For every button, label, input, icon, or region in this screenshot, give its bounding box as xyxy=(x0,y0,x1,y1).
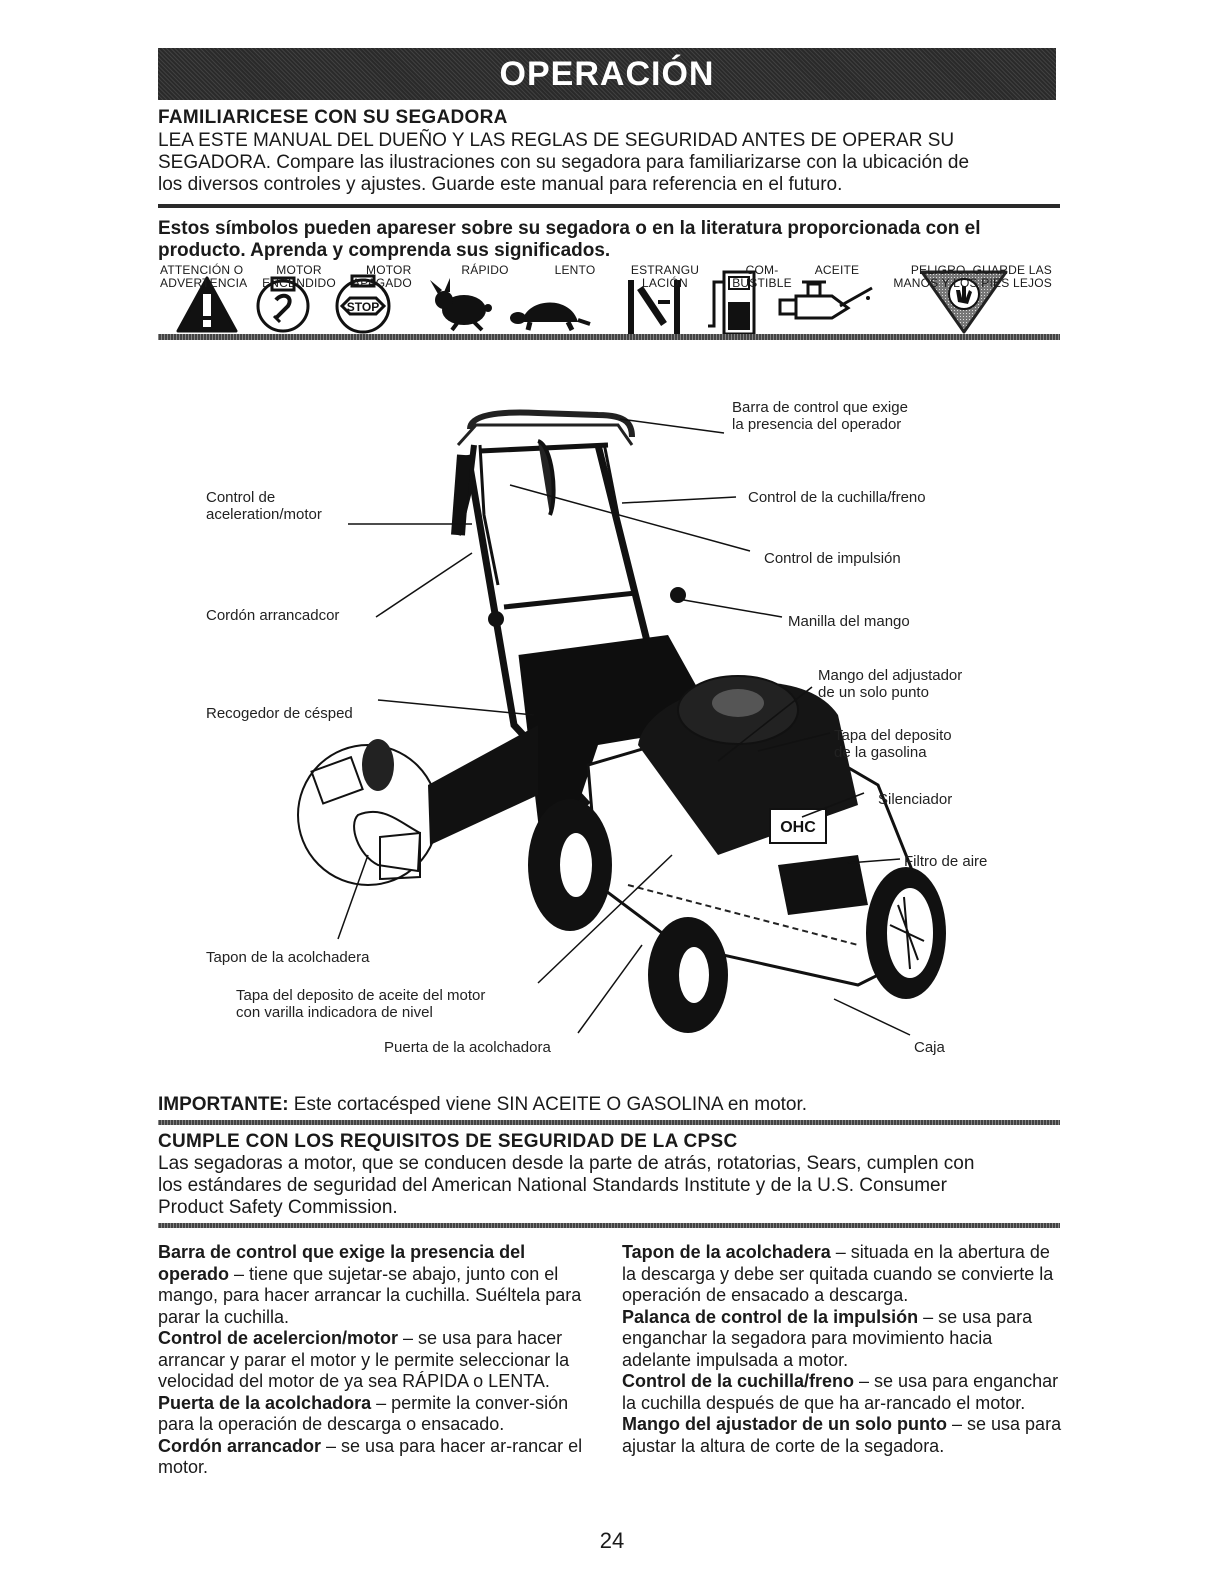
stop-text: STOP xyxy=(346,300,380,314)
callout-starter-cord: Cordón arrancadcor xyxy=(206,607,340,624)
symbol-label-fuel: COM- BUSTIBLE xyxy=(732,263,792,290)
familiarize-heading: FAMILIARICESE CON SU SEGADORA xyxy=(158,107,508,128)
cpsc-line-2: los estándares de seguridad del American National Standards Institute y de la U.S. Consumer xyxy=(158,1175,947,1196)
symbol-label-hand-danger: PELIGRO, GUARDE LAS MANOS Y LOS PIES LEJOS xyxy=(893,263,1052,290)
callout-mulch-plug: Tapon de la acolchadera xyxy=(206,949,370,966)
divider-rule-hatched xyxy=(158,1120,1060,1125)
symbol-label-slow: LENTO xyxy=(554,263,596,277)
definition-operator-bar: Barra de control que exige la presencia del operado – tiene que sujetar-se abajo, junto con el mango, para hacer arrancar la cuchilla. Suéltela para parar la cuchilla. xyxy=(158,1242,582,1327)
symbol-label-engine-stop: MOTOR APAGADO xyxy=(352,263,412,290)
callout-grass-bag: Recogedor de césped xyxy=(206,705,353,722)
callout-oil-cap: Tapa del deposito de aceite del motor con varilla indicadora de nivel xyxy=(236,987,486,1021)
callout-blade-brake: Control de la cuchilla/freno xyxy=(748,489,926,506)
definition-mulch-plug: Tapon de la acolchadera – situada en la abertura de la descarga y debe ser quitada cuando se convierte la operación de ensacado a descarga. xyxy=(622,1242,1054,1305)
callout-muffler: Silenciador xyxy=(878,791,953,808)
familiarize-line-2: SEGADORA. Compare las ilustraciones con su segadora para familiarizarse con la ubicación de xyxy=(158,152,970,173)
symbols-intro-line-1: Estos símbolos pueden apareser sobre su segadora o en la literatura proporcionada con el xyxy=(158,218,981,239)
divider-rule xyxy=(158,204,1060,208)
definitions-right-column xyxy=(622,1242,1062,1457)
divider-rule-hatched xyxy=(158,1223,1060,1228)
definition-drive-lever: Palanca de control de la impulsión – se usa para enganchar la segadora para movimiento hacia adelante impulsada a motor. xyxy=(622,1306,1033,1370)
familiarize-line-3: los diversos controles y ajustes. Guarde este manual para referencia en el futuro. xyxy=(158,174,843,195)
definition-mulch-door: Puerta de la acolchadora – permite la conver-sión para la operación de descarga o ensacado. xyxy=(158,1392,569,1434)
turtle-icon xyxy=(510,294,594,332)
definition-blade-brake: Control de la cuchilla/freno – se usa para enganchar la cuchilla después de que ha ar-rancado el motor. xyxy=(622,1371,1059,1413)
callout-fuel-cap: Tapa del deposito de la gasolina xyxy=(834,727,952,761)
important-text: Este cortacésped viene SIN ACEITE O GASOLINA en motor. xyxy=(288,1094,808,1115)
familiarize-line-1: LEA ESTE MANUAL DEL DUEÑO Y LAS REGLAS DE SEGURIDAD ANTES DE OPERAR SU xyxy=(158,130,955,151)
callout-mulch-door: Puerta de la acolchadora xyxy=(384,1039,551,1056)
rabbit-icon xyxy=(428,278,494,332)
mower-diagram xyxy=(158,385,1060,1065)
symbols-intro-line-2: producto. Aprenda y comprenda sus significados. xyxy=(158,240,611,261)
symbol-label-oil: ACEITE xyxy=(814,263,860,277)
important-label: IMPORTANTE: xyxy=(158,1094,289,1115)
definition-height-adjuster: Mango del ajustador de un solo punto – se usa para ajustar la altura de corte de la segadora. xyxy=(622,1414,1062,1456)
symbol-label-fast: RÁPIDO xyxy=(461,263,509,277)
callout-drive-control: Control de impulsión xyxy=(764,550,901,567)
callout-operator-bar: Barra de control que exige la presencia del operador xyxy=(732,399,908,433)
callout-housing: Caja xyxy=(914,1039,945,1056)
symbol-label-warning: ATTENCIÓN O ADVERTENCIA xyxy=(160,263,248,290)
page-number: 24 xyxy=(599,1528,625,1553)
cpsc-heading: CUMPLE CON LOS REQUISITOS DE SEGURIDAD DE LA CPSC xyxy=(158,1131,738,1152)
section-banner xyxy=(158,48,1056,100)
banner-title: OPERACIÓN xyxy=(499,54,715,93)
callout-air-filter: Filtro de aire xyxy=(904,853,988,870)
cpsc-line-3: Product Safety Commission. xyxy=(158,1197,398,1218)
engine-badge-text: OHC xyxy=(780,819,816,836)
cpsc-line-1: Las segadoras a motor, que se conducen desde la parte de atrás, rotatorias, Sears, cumplen con xyxy=(158,1153,975,1174)
callout-handle-knob: Manilla del mango xyxy=(788,613,910,630)
callout-height-adjuster: Mango del adjustador de un solo punto xyxy=(818,667,963,701)
callout-throttle-control: Control de aceleration/motor xyxy=(206,489,322,523)
definitions-left-column xyxy=(158,1242,598,1479)
definition-starter-cord: Cordón arrancador – se usa para hacer ar-rancar el motor. xyxy=(158,1435,583,1477)
symbol-label-choke: ESTRANGU LACIÓN xyxy=(630,263,700,290)
divider-rule-hatched xyxy=(158,334,1060,340)
important-note xyxy=(158,1094,807,1116)
definition-throttle: Control de acelercion/motor – se usa para hacer arrancar y parar el motor y le permite seleccionar la velocidad del motor de ya sea RÁPIDA o LENTA. xyxy=(158,1328,570,1391)
symbol-label-engine-on: MOTOR ENCENDIDO xyxy=(262,263,336,290)
